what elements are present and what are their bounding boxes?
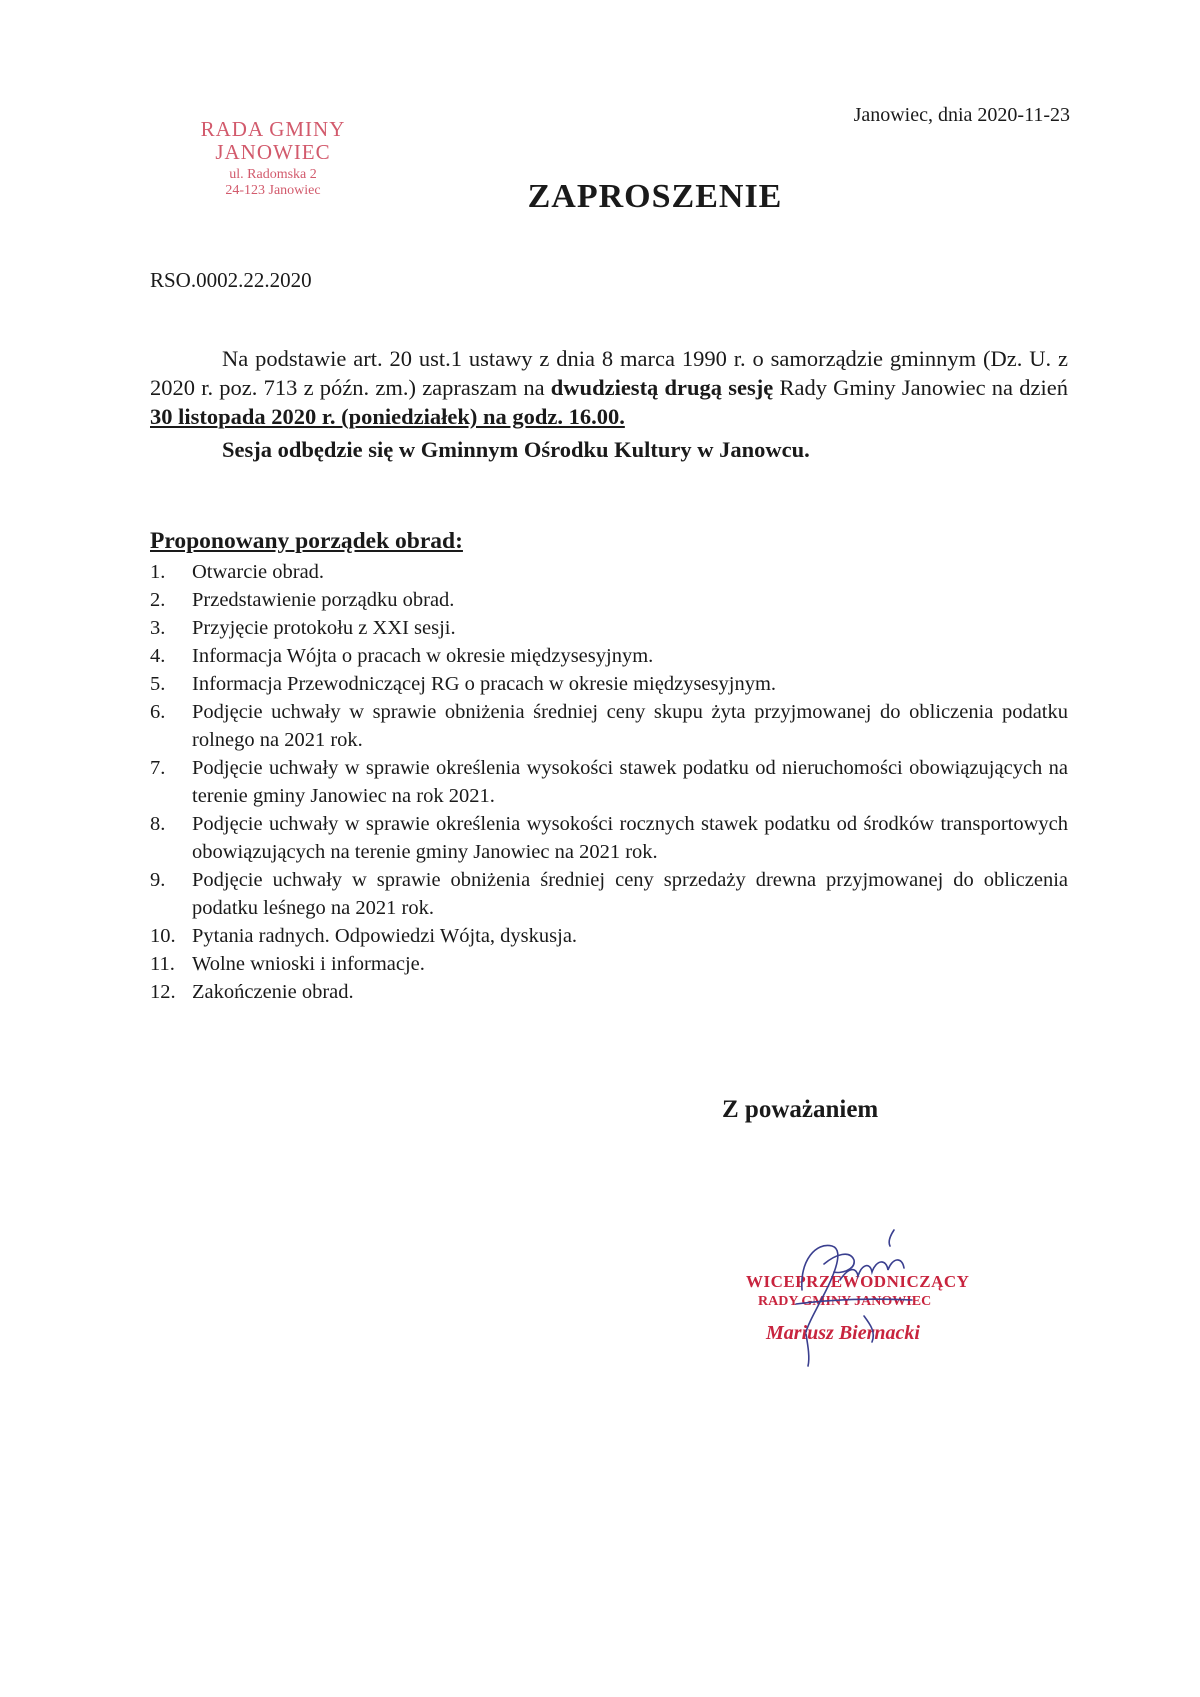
intro-part-2: Rady Gminy Janowiec na dzień (773, 375, 1068, 400)
agenda-item (150, 586, 1068, 614)
agenda-item-number: 3. (150, 617, 166, 639)
agenda-item-number: 5. (150, 673, 166, 695)
agenda-item-number: 10. (150, 925, 176, 947)
agenda-item (150, 614, 1068, 642)
agenda-item-text: Podjęcie uchwały w sprawie określenia wysokości stawek podatku od nieruchomości obowiązujących na terenie gminy Janowiec na rok 2021. (192, 757, 1068, 807)
agenda-item (150, 810, 1068, 866)
agenda-item-text: Informacja Wójta o pracach w okresie międzysesyjnym. (192, 645, 654, 667)
agenda-item-text: Podjęcie uchwały w sprawie obniżenia średniej ceny sprzedaży drewna przyjmowanej do obliczenia podatku leśnego na 2021 rok. (192, 869, 1068, 919)
agenda-item-text: Podjęcie uchwały w sprawie określenia wysokości rocznych stawek podatku od środków transportowych obowiązujących na terenie gminy Janowiec na 2021 rok. (192, 813, 1068, 863)
letter-date: Janowiec, dnia 2020-11-23 (853, 104, 1070, 126)
reference-number: RSO.0002.22.2020 (150, 268, 312, 292)
agenda-item-number: 12. (150, 981, 176, 1003)
agenda-item-number: 2. (150, 589, 166, 611)
agenda-item-text: Otwarcie obrad. (192, 561, 325, 583)
stamp-line-2: JANOWIEC (215, 140, 331, 165)
stamp-line-1: RADA GMINY (200, 117, 346, 141)
agenda-item (150, 754, 1068, 810)
agenda-item-text: Pytania radnych. Odpowiedzi Wójta, dyskusja. (192, 925, 578, 947)
agenda-item-number: 4. (150, 645, 166, 667)
intro-part-1: Na podstawie art. 20 ust.1 ustawy z dnia 8 marca 1990 r. o samorządzie gminnym (Dz. U. z 2020 r. poz. 713 z późn. zm.) zapraszam na (150, 346, 1068, 400)
closing-salutation: Z poważaniem (722, 1096, 879, 1123)
agenda-item-text: Informacja Przewodniczącej RG o pracach w okresie międzysesyjnym. (192, 673, 777, 695)
agenda-list (150, 558, 1068, 1006)
agenda-item (150, 642, 1068, 670)
agenda-item (150, 950, 1068, 978)
agenda-item (150, 866, 1068, 922)
signature-block (736, 1220, 976, 1380)
intro-text (150, 344, 1068, 431)
agenda-item (150, 698, 1068, 754)
handwritten-signature-icon (736, 1220, 976, 1380)
session-place: Sesja odbędzie się w Gminnym Ośrodku Kultury w Janowcu. (222, 437, 810, 462)
agenda-item (150, 670, 1068, 698)
agenda-item-number: 6. (150, 701, 166, 723)
agenda-item-number: 9. (150, 869, 166, 891)
agenda-item-number: 7. (150, 757, 166, 779)
stamp-postcode: 24-123 Janowiec (225, 182, 321, 198)
document-title: ZAPROSZENIE (527, 178, 783, 215)
agenda-item (150, 978, 1068, 1006)
signature-council: RADY GMINY JANOWIEC (758, 1294, 932, 1309)
intro-session-number: dwudziestą drugą sesję (550, 375, 774, 400)
stamp-address: ul. Radomska 2 (229, 167, 317, 183)
session-datetime: 30 listopada 2020 r. (poniedziałek) na godz. 16.00. (150, 404, 625, 429)
agenda-item-text: Przedstawienie porządku obrad. (192, 589, 455, 611)
agenda-item-text: Wolne wnioski i informacje. (192, 953, 425, 975)
agenda-item (150, 922, 1068, 950)
agenda-item (150, 558, 1068, 586)
agenda-item-number: 11. (150, 953, 175, 975)
signature-name: Mariusz Biernacki (766, 1322, 920, 1344)
intro-paragraph (150, 344, 1068, 464)
agenda-item-text: Zakończenie obrad. (192, 981, 354, 1003)
agenda-item-number: 1. (150, 561, 166, 583)
signature-office: WICEPRZEWODNICZĄCY (746, 1272, 970, 1291)
agenda-item-text: Przyjęcie protokołu z XXI sesji. (192, 617, 456, 639)
agenda-item-text: Podjęcie uchwały w sprawie obniżenia średniej ceny skupu żyta przyjmowanej do obliczenia podatku rolnego na 2021 rok. (192, 701, 1068, 751)
agenda-item-number: 8. (150, 813, 166, 835)
agenda-heading: Proponowany porządek obrad: (150, 528, 463, 554)
